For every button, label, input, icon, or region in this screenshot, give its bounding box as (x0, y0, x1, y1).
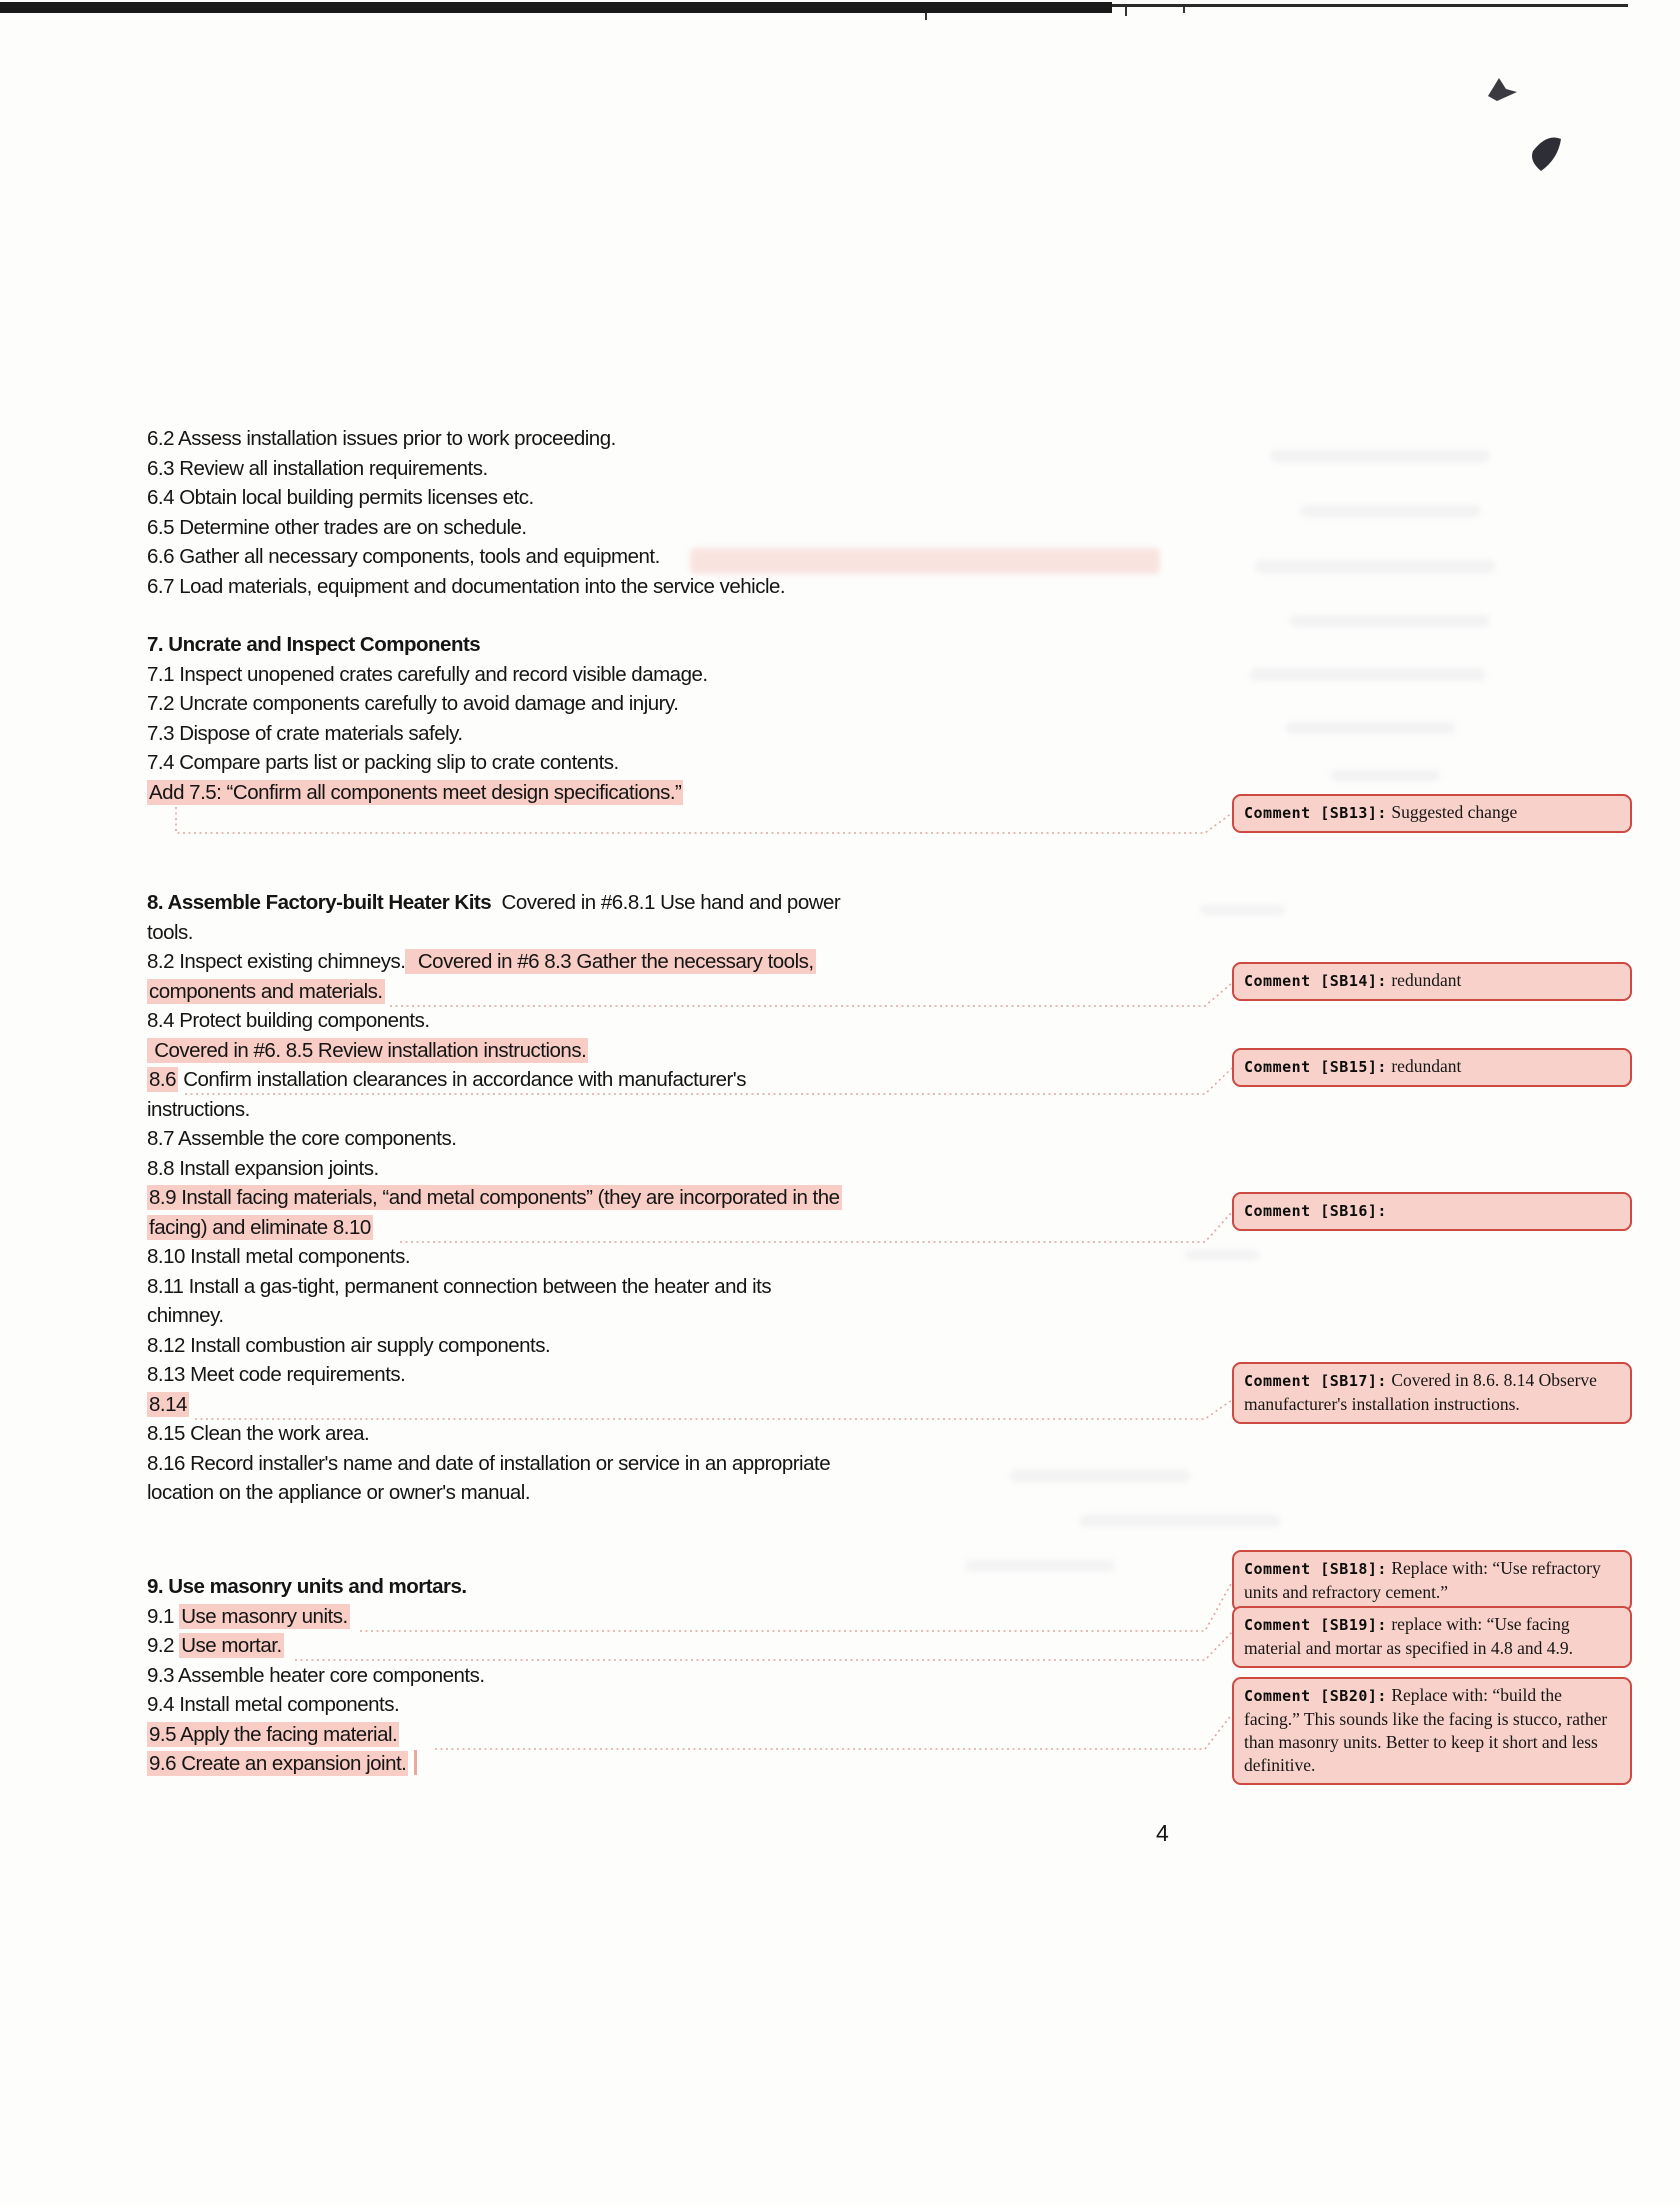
text-line (147, 1213, 842, 1243)
body-text: 6.5 Determine other trades are on schedule. (147, 515, 527, 539)
text-line (147, 1183, 842, 1213)
comment-leader-SB20 (435, 1714, 1232, 1749)
section-8 (147, 888, 842, 1508)
text-line (147, 977, 842, 1007)
comment-label: Comment [SB17]: (1244, 1372, 1387, 1390)
bleed-through-artifact (1285, 722, 1455, 734)
body-text: 8.16 Record installer's name and date of installation or service in an appropriate (147, 1451, 831, 1475)
text-line (147, 542, 785, 572)
highlighted-text: 8.6 (149, 1068, 176, 1091)
body-text: 9.1 (147, 1604, 180, 1628)
body-text: 7.2 Uncrate components carefully to avoid damage and injury. (147, 692, 679, 715)
body-text: 8.12 Install combustion air supply components. (147, 1333, 551, 1357)
section-7 (147, 630, 708, 807)
text-line (147, 748, 708, 778)
body-text: location on the appliance or owner's manual. (147, 1481, 531, 1504)
heading-text: 7. Uncrate and Inspect Components (147, 633, 481, 656)
text-line (147, 1006, 842, 1036)
body-text: 8.2 Inspect existing chimneys. (147, 950, 406, 973)
text-line (147, 630, 708, 660)
body-text: 8.11 Install a gas-tight, permanent connection between the heater and its (147, 1274, 772, 1298)
text-line (147, 1661, 485, 1691)
pen-mark-artifact (1532, 138, 1561, 172)
highlighted-text: Add 7.5: “Confirm all components meet design specifications.” (149, 780, 682, 804)
body-text: chimney. (147, 1304, 224, 1327)
comment-balloon-SB19 (1232, 1606, 1632, 1668)
comment-text: Covered in 8.6. 8.14 Observe manufacturer's installation instructions. (1244, 1370, 1597, 1414)
page-number: 4 (1156, 1820, 1169, 1846)
bleed-through-artifact (1290, 615, 1490, 627)
comment-text: redundant (1386, 970, 1462, 990)
comment-label: Comment [SB16]: (1244, 1202, 1387, 1220)
scan-edge-artifact (0, 2, 1112, 13)
body-text: 9.2 (147, 1634, 180, 1657)
bleed-through-artifact (1255, 560, 1495, 573)
body-text: 6.2 Assess installation issues prior to work proceeding. (147, 427, 616, 450)
comment-leader-SB13 (176, 807, 1232, 833)
body-text: Covered in #6.8.1 Use hand and power (491, 891, 841, 914)
pen-mark-artifact (1488, 78, 1517, 101)
bleed-through-artifact (1300, 505, 1480, 517)
bleed-through-artifact (1200, 905, 1285, 915)
text-line (147, 719, 708, 749)
body-text: 8.8 Install expansion joints. (147, 1156, 379, 1180)
text-line (147, 660, 708, 690)
text-line (147, 1419, 842, 1449)
text-line (147, 1478, 842, 1508)
body-text: 7.4 Compare parts list or packing slip to crate contents. (147, 751, 619, 774)
text-line (147, 947, 842, 977)
bleed-through-artifact (1080, 1515, 1280, 1527)
text-line (147, 1572, 485, 1602)
comment-text: Replace with: “Use refractory units and refractory cement.” (1244, 1558, 1601, 1602)
highlighted-text: Use masonry units. (181, 1604, 348, 1628)
body-text: 8.10 Install metal components. (147, 1245, 411, 1268)
body-text: Confirm installation clearances in accordance with manufacturer's (178, 1068, 746, 1091)
text-line (147, 1749, 485, 1779)
body-text: 9.4 Install metal components. (147, 1693, 400, 1716)
text-line (147, 513, 785, 543)
text-line (147, 1602, 485, 1632)
highlighted-text: 9.6 Create an expansion joint. (149, 1752, 407, 1775)
heading-text: 8. Assemble Factory-built Heater Kits (147, 891, 492, 914)
text-line (147, 778, 708, 808)
comment-label: Comment [SB18]: (1244, 1560, 1387, 1578)
text-line (147, 1272, 842, 1302)
text-line (147, 1095, 842, 1125)
text-line (147, 483, 785, 513)
highlighted-text: 8.9 Install facing materials, “and metal components” (they are incorporated in the (149, 1186, 840, 1209)
highlighted-text: Covered in #6 8.3 Gather the necessary tools, (407, 950, 814, 973)
highlighted-text: facing) and eliminate 8.10 (149, 1215, 371, 1239)
highlighted-text: Use mortar. (181, 1634, 282, 1657)
comment-balloon-SB17 (1232, 1362, 1632, 1424)
scan-tick-artifact (1125, 7, 1127, 16)
text-line (147, 918, 842, 948)
body-text: 6.6 Gather all necessary components, tools and equipment. (147, 545, 660, 568)
body-text: 8.7 Assemble the core components. (147, 1127, 457, 1150)
text-line (147, 689, 708, 719)
text-line (147, 1036, 842, 1066)
bleed-through-artifact (1330, 770, 1440, 781)
comment-label: Comment [SB19]: (1244, 1616, 1387, 1634)
bleed-through-artifact (1270, 450, 1490, 463)
bleed-through-artifact (965, 1560, 1115, 1571)
comment-balloon-SB20 (1232, 1677, 1632, 1785)
comment-balloon-SB15 (1232, 1048, 1632, 1087)
comment-anchor-caret (414, 1750, 417, 1775)
comment-text: replace with: “Use facing material and mortar as specified in 4.8 and 4.9. (1244, 1614, 1573, 1658)
section-6 (147, 424, 785, 601)
text-line (147, 1124, 842, 1154)
text-line (147, 572, 785, 602)
comment-balloon-SB16 (1232, 1192, 1632, 1231)
text-line (147, 1631, 485, 1661)
scan-edge-artifact (1112, 4, 1628, 7)
body-text: 8.15 Clean the work area. (147, 1422, 370, 1445)
heading-text: 9. Use masonry units and mortars. (147, 1575, 467, 1598)
body-text: 6.4 Obtain local building permits licenses etc. (147, 486, 534, 509)
body-text: instructions. (147, 1097, 250, 1121)
text-line (147, 1360, 842, 1390)
text-line (147, 1690, 485, 1720)
comment-label: Comment [SB20]: (1244, 1687, 1387, 1705)
scan-tick-artifact (925, 13, 927, 20)
highlighted-text: 8.14 (149, 1392, 187, 1416)
bleed-through-artifact (1185, 1250, 1260, 1260)
comment-label: Comment [SB13]: (1244, 804, 1387, 822)
highlighted-text: 9.5 Apply the facing material. (149, 1722, 398, 1746)
highlighted-text: components and materials. (149, 979, 383, 1003)
text-line (147, 424, 785, 454)
text-line (147, 1720, 485, 1750)
text-line (147, 1390, 842, 1420)
body-text: 7.1 Inspect unopened crates carefully and record visible damage. (147, 662, 708, 686)
text-line (147, 454, 785, 484)
highlighted-text: Covered in #6. 8.5 Review installation instructions. (149, 1038, 587, 1062)
body-text: tools. (147, 920, 193, 944)
comment-label: Comment [SB14]: (1244, 972, 1387, 990)
body-text: 7.3 Dispose of crate materials safely. (147, 721, 463, 745)
comment-leader-SB18 (360, 1582, 1232, 1631)
text-line (147, 1242, 842, 1272)
comment-balloon-SB18 (1232, 1550, 1632, 1612)
text-line (147, 1449, 842, 1479)
scan-tick-artifact (1183, 7, 1185, 13)
comment-label: Comment [SB15]: (1244, 1058, 1387, 1076)
text-line (147, 888, 842, 918)
body-text: 8.4 Protect building components. (147, 1009, 430, 1032)
text-line (147, 1154, 842, 1184)
comment-text: Suggested change (1386, 802, 1518, 822)
comment-balloon-SB14 (1232, 962, 1632, 1001)
comment-text: redundant (1386, 1056, 1462, 1076)
text-line (147, 1331, 842, 1361)
text-line (147, 1065, 842, 1095)
bleed-through-artifact (1250, 668, 1485, 681)
comment-text: Replace with: “build the facing.” This sounds like the facing is stucco, rather than masonry units. Better to keep it short and less definitive. (1244, 1685, 1608, 1775)
body-text: 8.13 Meet code requirements. (147, 1363, 406, 1386)
body-text: 6.3 Review all installation requirements. (147, 456, 488, 480)
bleed-through-artifact (1010, 1470, 1190, 1482)
section-9 (147, 1572, 485, 1779)
body-text: 6.7 Load materials, equipment and documentation into the service vehicle. (147, 574, 786, 598)
text-line (147, 1301, 842, 1331)
body-text: 9.3 Assemble heater core components. (147, 1663, 485, 1687)
comment-balloon-SB13 (1232, 794, 1632, 833)
